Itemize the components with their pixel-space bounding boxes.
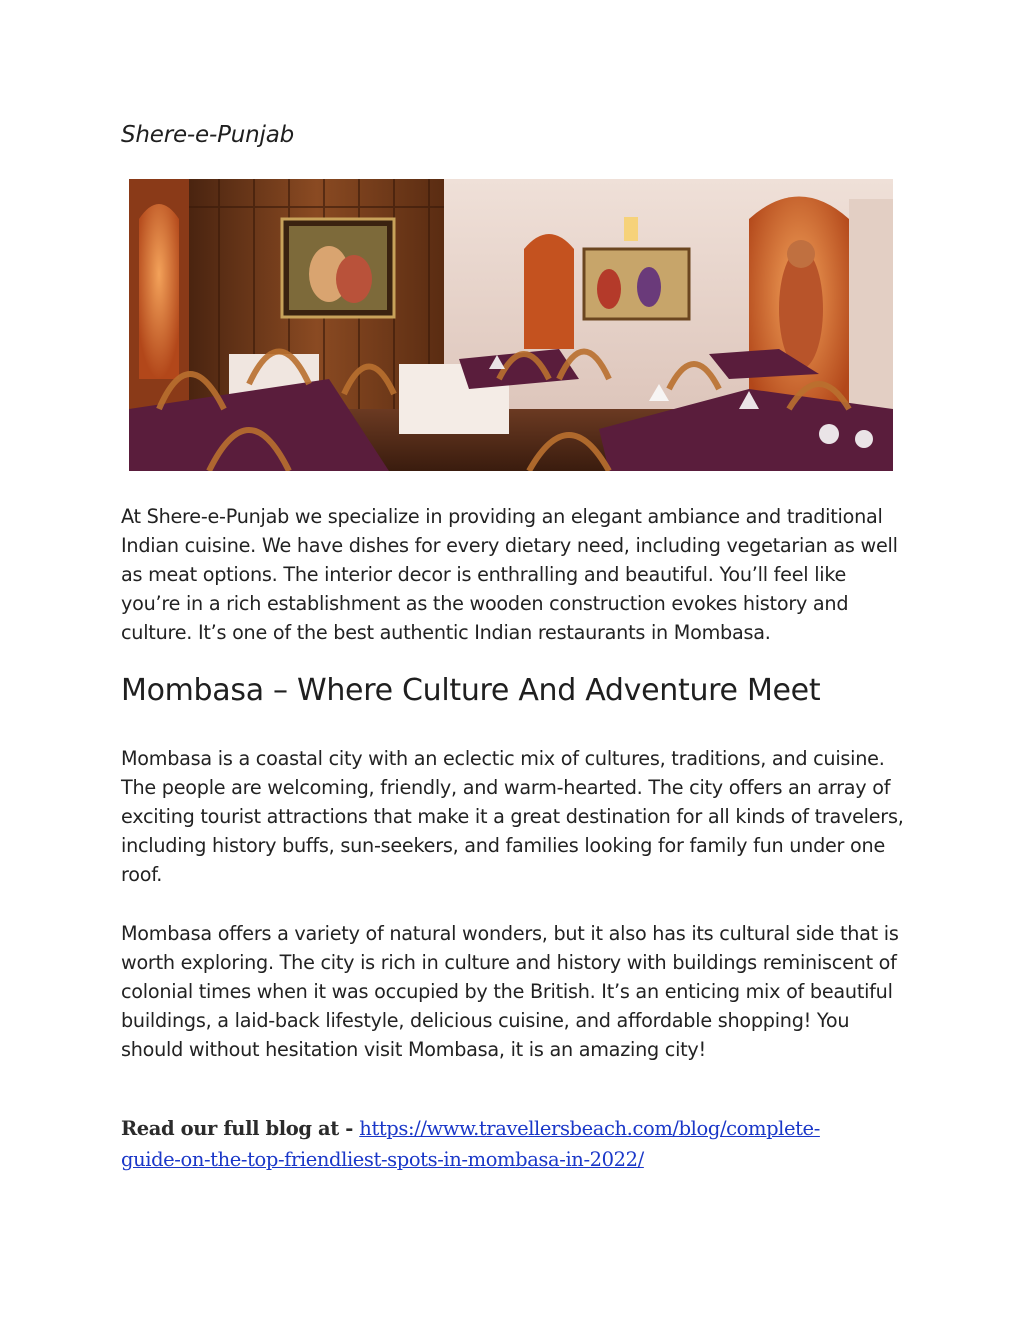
blog-link[interactable]: https://www.travellersbeach.com/blog/complete- guide-on-the-top-friendliest-spots-in-mombasa-in-2022/ xyxy=(121,1117,820,1171)
restaurant-subtitle: Shere-e-Punjab xyxy=(121,122,294,148)
read-more-label: Read our full blog at - xyxy=(121,1117,360,1140)
mombasa-paragraph-2: Mombasa offers a variety of natural wonders, but it also has its cultural side that is worth exploring. The city is rich in culture and history with buildings reminiscent of colonial times when it was occupied by the British. It’s an enticing mix of beautiful buildings, a laid-back lifestyle, delicious cuisine, and affordable shopping! You should without hesitation visit Mombasa, it is an amazing city! xyxy=(121,922,899,1061)
section-heading: Mombasa – Where Culture And Adventure Meet xyxy=(121,673,821,708)
restaurant-photo xyxy=(129,179,893,471)
read-more-line xyxy=(121,1113,881,1175)
intro-paragraph: At Shere-e-Punjab we specialize in providing an elegant ambiance and traditional Indian cuisine. We have dishes for every dietary need, including vegetarian as well as meat options. The interior decor is enthralling and beautiful. You’ll feel like you’re in a rich establishment as the wooden construction evokes history and culture. It’s one of the best authentic Indian restaurants in Mombasa. xyxy=(121,505,898,644)
mombasa-paragraph-1: Mombasa is a coastal city with an eclectic mix of cultures, traditions, and cuisine. The people are welcoming, friendly, and warm-hearted. The city offers an array of exciting tourist attractions that make it a great destination for all kinds of travelers, including history buffs, sun-seekers, and families looking for family fun under one roof. xyxy=(121,747,904,886)
